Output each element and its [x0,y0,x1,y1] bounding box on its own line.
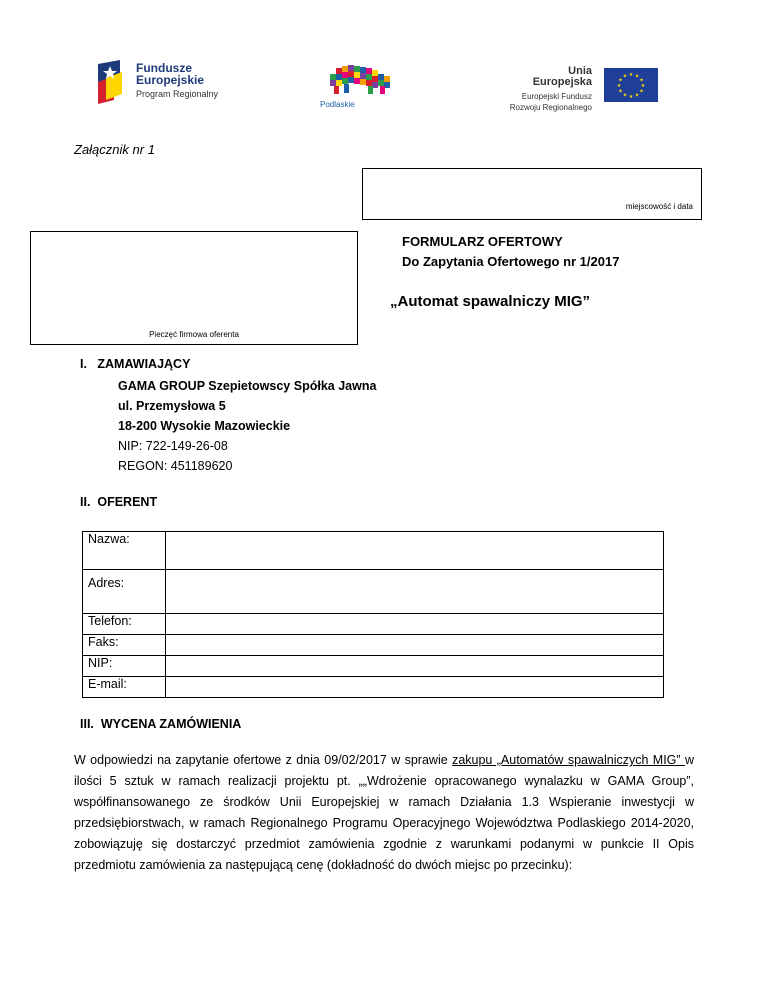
company-name: GAMA GROUP Szepietowscy Spółka Jawna [118,379,377,393]
svg-text:★: ★ [622,73,628,80]
fundusze-flag-icon [96,60,132,104]
table-row [83,532,664,570]
ue-line1: Unia Europejska [532,65,592,88]
company-stamp-box [30,231,358,345]
svg-text:★: ★ [628,72,634,78]
table-row [83,677,664,698]
bison-mosaic-icon [318,62,406,102]
fundusze-europejskie-logo [96,60,246,104]
svg-text:★: ★ [639,77,644,84]
fundusze-line3: Program Regionalny [136,89,219,99]
input-nazwa[interactable] [166,532,664,570]
form-subtitle: Do Zapytania Ofertowego nr 1/2017 [402,254,620,269]
table-row [83,570,664,614]
company-nip: NIP: 722-149-26-08 [118,439,228,453]
paragraph-end: w ilości 5 sztuk w ramach realizacji projektu pt. „„Wdrożenie opracowanego wynalazku w GAMA Group”, współfinansowanego ze środków Unii Europejskiej w ramach Działania 1.3 Wspieranie inwestycji w przedsiębiorstwach, w ramach Regionalnego Programu Operacyjnego Województwa Podlaskiego 2014-2020, zobowiązuję się dostarczyć przedmiot zamówienia zgodnie z warunkami podanymi w punkcie II Opis przedmiotu zamówienia za następującą cenę (dokładność do dwóch miejsc po przecinku): [74,753,694,872]
form-title-block [402,232,619,272]
unia-europejska-logo [508,65,658,112]
row-label-email: E-mail: [83,677,166,698]
row-label-nip: NIP: [83,656,166,677]
table-row [83,635,664,656]
svg-text:★: ★ [634,92,640,99]
row-label-telefon: Telefon: [83,614,166,635]
ue-line3: Rozwoju Regionalnego [509,103,592,112]
attachment-label: Załącznik nr 1 [74,142,155,157]
row-label-nazwa: Nazwa: [83,532,166,570]
input-faks[interactable] [166,635,664,656]
place-date-field[interactable] [362,168,702,220]
table-row [83,614,664,635]
paragraph-start: W odpowiedzi na zapytanie ofertowe z dnia 09/02/2017 w sprawie [74,753,453,767]
input-nip[interactable] [166,656,664,677]
svg-text:★: ★ [634,73,640,80]
fundusze-line2: Europejskie [136,73,205,87]
input-email[interactable] [166,677,664,698]
svg-text:★: ★ [616,83,622,89]
svg-text:★: ★ [639,88,644,95]
row-label-adres: Adres: [83,570,166,614]
ue-line2: Europejski Fundusz [521,92,592,101]
section-2-heading: II. OFERENT [80,495,158,509]
table-row [83,656,664,677]
svg-text:★: ★ [618,77,623,84]
podlaskie-logo [318,62,408,112]
svg-text:★: ★ [618,88,623,95]
svg-text:★: ★ [622,92,628,99]
pricing-paragraph [74,750,694,876]
company-street: ul. Przemysłowa 5 [118,399,226,413]
svg-text:★: ★ [640,83,646,89]
ordering-party-details [118,376,376,476]
row-label-faks: Faks: [83,635,166,656]
fundusze-line1: Fundusze [136,61,192,75]
input-adres[interactable] [166,570,664,614]
input-telefon[interactable] [166,614,664,635]
form-title: FORMULARZ OFERTOWY [402,234,563,249]
company-regon: REGON: 451189620 [118,459,233,473]
stamp-label: Pieczęć firmowa oferenta [149,330,239,339]
section-1-heading: I. ZAMAWIAJĄCY [80,357,191,371]
bidder-table [82,531,664,698]
paragraph-underlined: zakupu „Automatów spawalniczych MIG” [452,753,685,767]
section-3-heading: III. WYCENA ZAMÓWIENIA [80,717,242,731]
place-date-label: miejscowość i data [625,202,693,211]
company-city: 18-200 Wysokie Mazowieckie [118,419,291,433]
form-subject: „Automat spawalniczy MIG” [390,293,591,310]
podlaskie-label: Podlaskie [320,100,355,109]
svg-text:★: ★ [628,94,634,100]
eu-flag-icon [604,68,658,102]
